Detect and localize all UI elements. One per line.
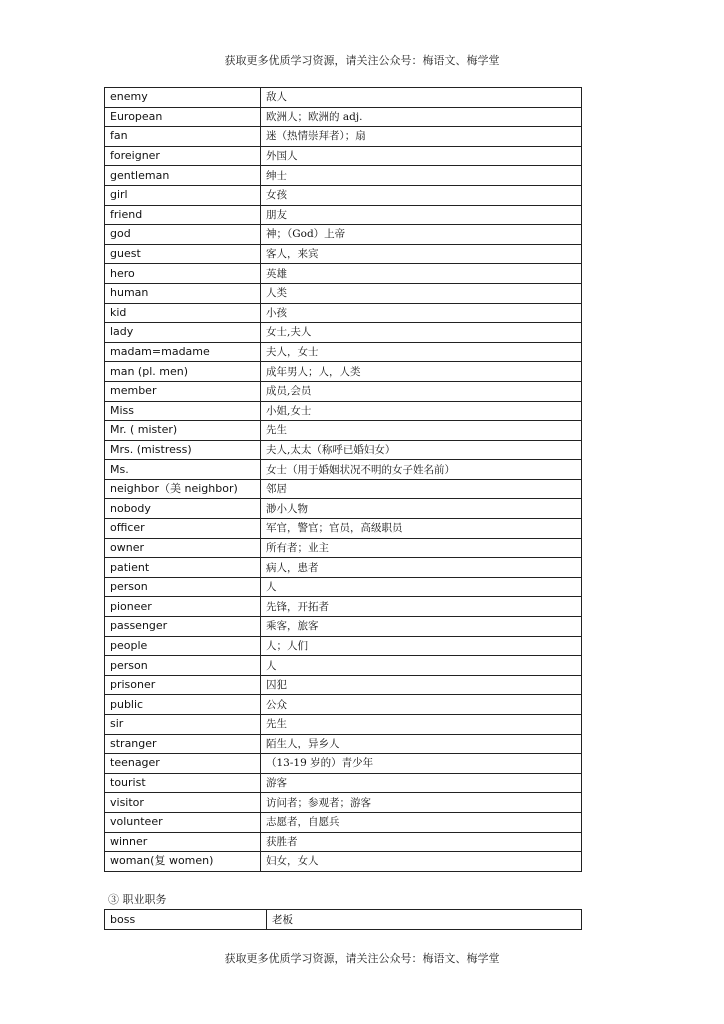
english-word-cell: friend — [105, 205, 261, 225]
table-row — [105, 793, 582, 813]
table-row — [105, 734, 582, 754]
chinese-meaning-cell: 陌生人，异乡人 — [261, 734, 582, 754]
section-heading: ③ 职业职务 — [108, 893, 167, 906]
chinese-meaning-cell: 病人，患者 — [261, 558, 582, 578]
english-word-cell: pioneer — [105, 597, 261, 617]
chinese-meaning-cell: 所有者；业主 — [261, 538, 582, 558]
english-word-cell: woman(复 women) — [105, 852, 261, 872]
table-row — [105, 107, 582, 127]
chinese-meaning-cell: 志愿者，自愿兵 — [261, 812, 582, 832]
table-row — [105, 636, 582, 656]
english-word-cell: man (pl. men) — [105, 362, 261, 382]
table-row — [105, 695, 582, 715]
english-word-cell: girl — [105, 185, 261, 205]
table-row — [105, 577, 582, 597]
table-row — [105, 812, 582, 832]
chinese-meaning-cell: 小姐,女士 — [261, 401, 582, 421]
table-row — [105, 342, 582, 362]
chinese-meaning-cell: 游客 — [261, 773, 582, 793]
page-footer: 获取更多优质学习资源，请关注公众号：梅语文、梅学堂 — [224, 952, 500, 965]
chinese-meaning-cell: 先生 — [261, 421, 582, 441]
chinese-meaning-cell: 英雄 — [261, 264, 582, 284]
english-word-cell: passenger — [105, 617, 261, 637]
english-word-cell: human — [105, 283, 261, 303]
english-word-cell: Mrs. (mistress) — [105, 440, 261, 460]
table-row — [105, 754, 582, 774]
table-row — [105, 832, 582, 852]
table-row — [105, 166, 582, 186]
table-row — [105, 675, 582, 695]
english-word-cell: neighbor（美 neighbor) — [105, 479, 261, 499]
table-row — [105, 185, 582, 205]
english-word-cell: patient — [105, 558, 261, 578]
chinese-meaning-cell: 外国人 — [261, 146, 582, 166]
english-word-cell: prisoner — [105, 675, 261, 695]
english-word-cell: foreigner — [105, 146, 261, 166]
table-row — [105, 244, 582, 264]
chinese-meaning-cell: 小孩 — [261, 303, 582, 323]
table-row — [105, 264, 582, 284]
table-row — [105, 460, 582, 480]
table-row — [105, 146, 582, 166]
english-word-cell: tourist — [105, 773, 261, 793]
english-word-cell: person — [105, 577, 261, 597]
chinese-meaning-cell: 囚犯 — [261, 675, 582, 695]
chinese-meaning-cell: 先锋，开拓者 — [261, 597, 582, 617]
english-word-cell: person — [105, 656, 261, 676]
chinese-meaning-cell: 敌人 — [261, 88, 582, 108]
english-word-cell: officer — [105, 519, 261, 539]
chinese-meaning-cell: 神；（God）上帝 — [261, 225, 582, 245]
english-word-cell: boss — [105, 910, 267, 930]
table-row — [105, 283, 582, 303]
chinese-meaning-cell: 渺小人物 — [261, 499, 582, 519]
table-row — [105, 499, 582, 519]
table-row — [105, 597, 582, 617]
table-row — [105, 401, 582, 421]
english-word-cell: nobody — [105, 499, 261, 519]
chinese-meaning-cell: 访问者；参观者；游客 — [261, 793, 582, 813]
english-word-cell: public — [105, 695, 261, 715]
chinese-meaning-cell: 获胜者 — [261, 832, 582, 852]
english-word-cell: volunteer — [105, 812, 261, 832]
occupation-table — [104, 909, 582, 930]
chinese-meaning-cell: 人 — [261, 577, 582, 597]
chinese-meaning-cell: 妇女，女人 — [261, 852, 582, 872]
chinese-meaning-cell: 夫人，女士 — [261, 342, 582, 362]
table-row — [105, 538, 582, 558]
table-row — [105, 910, 582, 930]
chinese-meaning-cell: 女士（用于婚姻状况不明的女子姓名前） — [261, 460, 582, 480]
chinese-meaning-cell: 乘客，旅客 — [261, 617, 582, 637]
english-word-cell: winner — [105, 832, 261, 852]
chinese-meaning-cell: 成员,会员 — [261, 381, 582, 401]
chinese-meaning-cell: 夫人,太太（称呼已婚妇女） — [261, 440, 582, 460]
chinese-meaning-cell: 军官，警官；官员，高级职员 — [261, 519, 582, 539]
english-word-cell: kid — [105, 303, 261, 323]
chinese-meaning-cell: 绅士 — [261, 166, 582, 186]
table-row — [105, 127, 582, 147]
table-row — [105, 88, 582, 108]
english-word-cell: guest — [105, 244, 261, 264]
table-row — [105, 656, 582, 676]
chinese-meaning-cell: 客人，来宾 — [261, 244, 582, 264]
table-row — [105, 205, 582, 225]
english-word-cell: gentleman — [105, 166, 261, 186]
occupation-table-body — [105, 910, 582, 930]
english-word-cell: stranger — [105, 734, 261, 754]
chinese-meaning-cell: 先生 — [261, 715, 582, 735]
chinese-meaning-cell: 公众 — [261, 695, 582, 715]
english-word-cell: visitor — [105, 793, 261, 813]
chinese-meaning-cell: 邻居 — [261, 479, 582, 499]
english-word-cell: enemy — [105, 88, 261, 108]
table-row — [105, 440, 582, 460]
table-row — [105, 381, 582, 401]
table-row — [105, 362, 582, 382]
english-word-cell: hero — [105, 264, 261, 284]
table-row — [105, 519, 582, 539]
english-word-cell: people — [105, 636, 261, 656]
chinese-meaning-cell: 女孩 — [261, 185, 582, 205]
chinese-meaning-cell: 女士,夫人 — [261, 323, 582, 343]
chinese-meaning-cell: 人；人们 — [261, 636, 582, 656]
table-row — [105, 852, 582, 872]
table-row — [105, 323, 582, 343]
english-word-cell: member — [105, 381, 261, 401]
page-header: 获取更多优质学习资源，请关注公众号：梅语文、梅学堂 — [224, 54, 500, 67]
english-word-cell: lady — [105, 323, 261, 343]
table-row — [105, 225, 582, 245]
english-word-cell: Ms. — [105, 460, 261, 480]
chinese-meaning-cell: 迷（热情崇拜者）；扇 — [261, 127, 582, 147]
vocabulary-table — [104, 87, 582, 872]
english-word-cell: sir — [105, 715, 261, 735]
table-row — [105, 421, 582, 441]
chinese-meaning-cell: 朋友 — [261, 205, 582, 225]
english-word-cell: teenager — [105, 754, 261, 774]
table-row — [105, 558, 582, 578]
chinese-meaning-cell: 人类 — [261, 283, 582, 303]
chinese-meaning-cell: 人 — [261, 656, 582, 676]
table-row — [105, 773, 582, 793]
vocabulary-table-body — [105, 88, 582, 872]
english-word-cell: god — [105, 225, 261, 245]
chinese-meaning-cell: 成年男人；人，人类 — [261, 362, 582, 382]
table-row — [105, 715, 582, 735]
english-word-cell: owner — [105, 538, 261, 558]
english-word-cell: Miss — [105, 401, 261, 421]
english-word-cell: fan — [105, 127, 261, 147]
table-row — [105, 617, 582, 637]
english-word-cell: madam=madame — [105, 342, 261, 362]
chinese-meaning-cell: （13-19 岁的）青少年 — [261, 754, 582, 774]
table-row — [105, 479, 582, 499]
table-row — [105, 303, 582, 323]
chinese-meaning-cell: 老板 — [267, 910, 582, 930]
english-word-cell: European — [105, 107, 261, 127]
chinese-meaning-cell: 欧洲人；欧洲的 adj. — [261, 107, 582, 127]
english-word-cell: Mr. ( mister) — [105, 421, 261, 441]
